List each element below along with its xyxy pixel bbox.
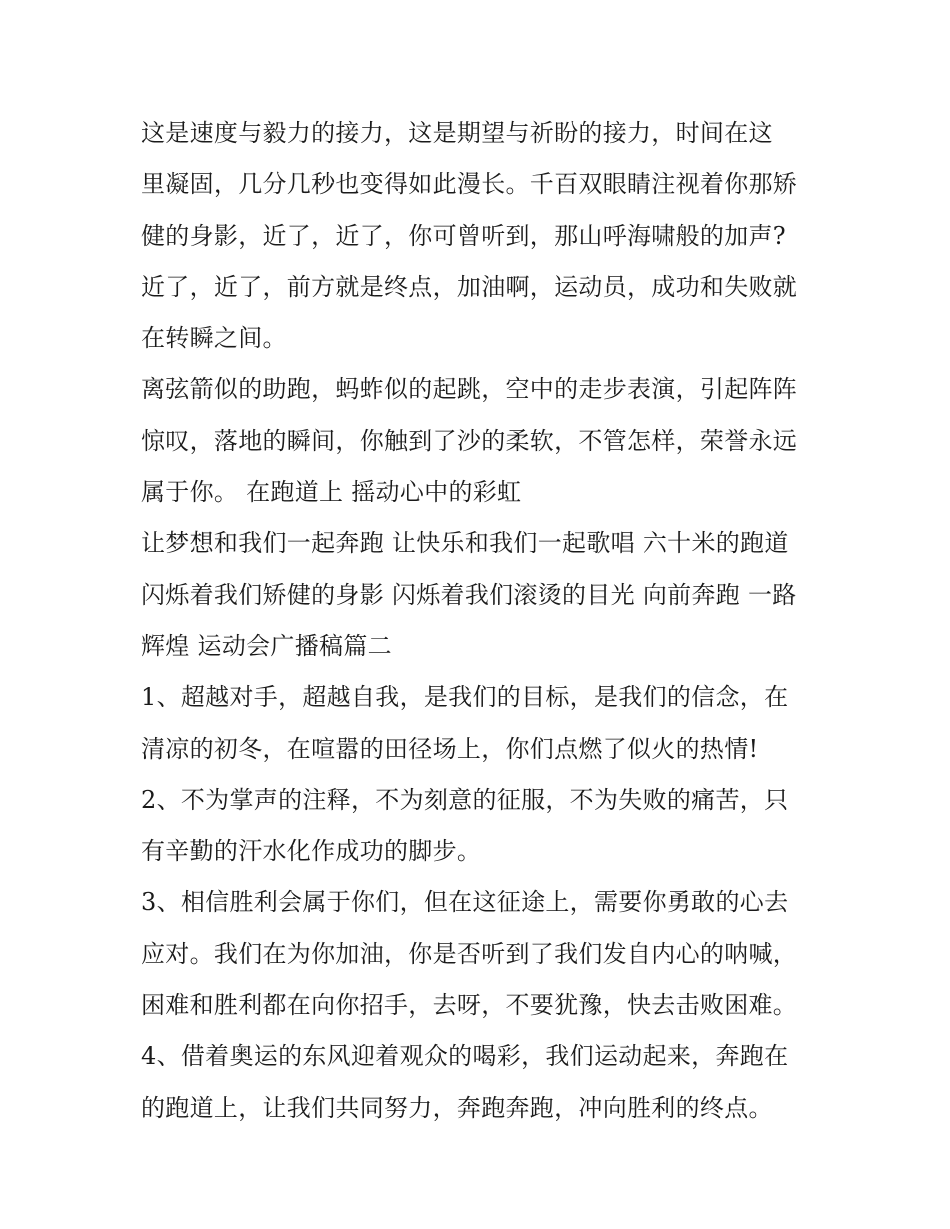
body-text	[141, 108, 821, 1134]
text-line: 清凉的初冬，在喧嚣的田径场上，你们点燃了似火的热情!	[141, 734, 759, 763]
text-line: 2、不为掌声的注释，不为刻意的征服，不为失败的痛苦，只	[141, 785, 789, 814]
text-line: 里凝固，几分几秒也变得如此漫长。千百双眼睛注视着你那矫	[141, 170, 798, 199]
text-line: 应对。我们在为你加油，你是否听到了我们发自内心的呐喊，	[141, 939, 798, 968]
text-line: 4、借着奥运的东风迎着观众的喝彩，我们运动起来，奔跑在	[141, 1042, 789, 1071]
text-line: 闪烁着我们矫健的身影 闪烁着我们滚烫的目光 向前奔跑 一路	[141, 580, 797, 609]
text-line: 3、相信胜利会属于你们，但在这征途上，需要你勇敢的心去	[141, 888, 789, 917]
text-line: 辉煌 运动会广播稿篇二	[141, 631, 392, 660]
text-line: 1、超越对手，超越自我，是我们的目标，是我们的信念，在	[141, 683, 789, 712]
text-line: 有辛勤的汗水化作成功的脚步。	[141, 837, 482, 866]
text-line: 属于你。 在跑道上 摇动心中的彩虹	[141, 478, 522, 507]
text-line: 让梦想和我们一起奔跑 让快乐和我们一起歌唱 六十米的跑道	[141, 529, 789, 558]
text-line: 近了，近了，前方就是终点，加油啊，运动员，成功和失败就	[141, 272, 798, 301]
text-line: 困难和胜利都在向你招手，去呀，不要犹豫，快去击败困难。	[141, 991, 798, 1020]
text-line: 离弦箭似的助跑，蚂蚱似的起跳，空中的走步表演，引起阵阵	[141, 375, 798, 404]
text-line: 这是速度与毅力的接力，这是期望与祈盼的接力，时间在这	[141, 119, 773, 147]
text-line: 惊叹，落地的瞬间，你触到了沙的柔软，不管怎样，荣誉永远	[141, 426, 798, 455]
text-line: 健的身影，近了，近了，你可曾听到，那山呼海啸般的加声?	[141, 221, 786, 250]
text-line: 的跑道上，让我们共同努力，奔跑奔跑，冲向胜利的终点。	[141, 1093, 773, 1122]
text-line: 在转瞬之间。	[141, 324, 287, 353]
